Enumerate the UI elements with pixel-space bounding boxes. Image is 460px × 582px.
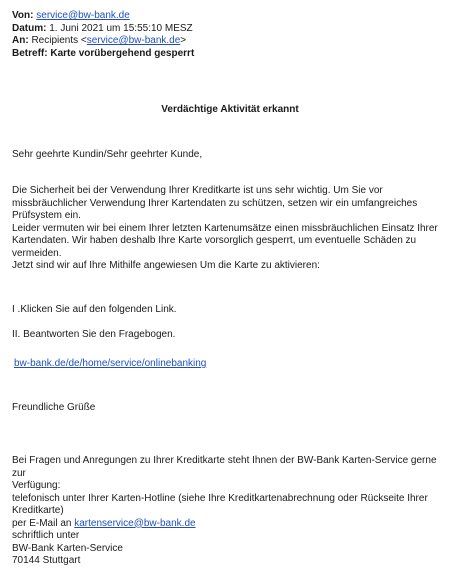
subject-value: Karte vorübergehend gesperrt [50, 47, 195, 59]
body-line: Kartendaten. Wir haben deshalb Ihre Karte vorsorglich gesperrt, um eventuelle Schäden zu [12, 235, 417, 246]
body-line: Die Sicherheit bei der Verwendung Ihrer Kreditkarte ist uns sehr wichtig. Um Sie vor [12, 185, 383, 196]
email-header [12, 10, 194, 60]
from-email-link[interactable]: service@bw-bank.de [36, 10, 130, 21]
greeting: Sehr geehrte Kundin/Sehr geehrter Kunde, [12, 149, 203, 160]
footer-email-prefix: per E-Mail an [12, 517, 75, 529]
to-suffix: > [180, 35, 187, 46]
onlinebanking-link[interactable]: bw-bank.de/de/home/service/onlinebanking [14, 358, 207, 369]
footer-line: 70144 Stuttgart [12, 555, 81, 566]
phishing-link-row [12, 358, 452, 371]
to-prefix: Recipients < [31, 35, 87, 46]
footer-line: Verfügung: [12, 480, 61, 491]
body-line: Prüfsystem ein. [12, 210, 81, 221]
body-line: Jetzt sind wir auf Ihre Mithilfe angewiesen Um die Karte zu aktivieren: [12, 260, 320, 271]
footer-line: Kreditkarte) [12, 505, 64, 516]
to-email-link[interactable]: service@bw-bank.de [86, 35, 181, 46]
to-line [12, 35, 194, 48]
body-line: missbräuchlicher Verwendung Ihrer Kartendaten zu schützen, setzen wir ein umfangreiches [12, 197, 418, 209]
to-label: An: [12, 35, 29, 46]
footer-block [12, 455, 452, 568]
footer-line: telefonisch unter Ihrer Karten-Hotline (siehe Ihre Kreditkartenabrechnung oder Rückseite Ihrer [12, 492, 428, 504]
date-line [12, 23, 194, 36]
footer-line: schriftlich unter [12, 530, 80, 541]
step-one: I .Klicken Sie auf den folgenden Link. [12, 304, 177, 315]
body-paragraph [12, 185, 452, 273]
footer-email-line [12, 518, 452, 531]
closing: Freundliche Grüße [12, 402, 96, 413]
body-line: Leider vermuten wir bei einem Ihrer letzten Kartenumsätze einen missbräuchlichen Einsatz Ihrer [12, 222, 438, 234]
subject-label: Betreff: [12, 47, 48, 59]
step-two: II. Beantworten Sie den Fragebogen. [12, 329, 176, 340]
kartenservice-email-link[interactable]: kartenservice@bw-bank.de [74, 517, 196, 529]
from-line [12, 10, 194, 23]
email-title: Verdächtige Aktivität erkannt [161, 104, 299, 115]
date-label: Datum: [12, 22, 47, 34]
from-label: Von: [12, 10, 34, 21]
footer-line: Bei Fragen und Anregungen zu Ihrer Kreditkarte steht Ihnen der BW-Bank Karten-Service gerne zur [12, 455, 437, 479]
subject-line [12, 48, 194, 61]
footer-line: BW-Bank Karten-Service [12, 542, 123, 554]
body-line: vermeiden. [12, 247, 62, 259]
date-value: 1. Juni 2021 um 15:55:10 MESZ [49, 22, 193, 34]
